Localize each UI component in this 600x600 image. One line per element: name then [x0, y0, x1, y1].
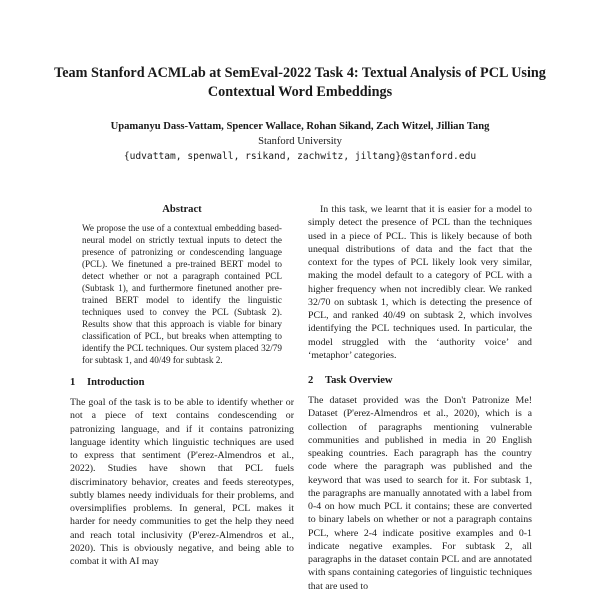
- task-overview-paragraph: The dataset provided was the Don't Patronize Me! Dataset (P'erez-Almendros et al., 2020), which is a collection of paragraphs mentioning vulnerable communities and published in media in 20 English speaking countries. Each paragraph has the country code where the paragraph was published and the keyword that was used to search for it. For subtask 1, the paragraphs are manually annotated with a label from 0-4 on how much PCL it contains; these are converted to binary labels on whether or not a paragraph contains PCL, where 2-4 indicate positive examples and 0-1 indicate negative examples. For subtask 2, all paragraphs in the dataset contain PCL and are annotated with spans containing categories of linguistic techniques that are used to: [308, 395, 532, 592]
- paper-title: Team Stanford ACMLab at SemEval-2022 Task 4: Textual Analysis of PCL Using Contextual Word Embeddings: [54, 65, 546, 100]
- abstract-heading: Abstract: [162, 204, 202, 215]
- abstract-text: We propose the use of a contextual embedding based-neural model on strictly textual inputs to detect the presence of patronizing or condescending language (PCL). We finetuned a pre-trained BERT model to detect whether or not a paragraph contained PCL (Subtask 1), and furthermore finetuned another pre-trained BERT model to identify the linguistic techniques used to convey the PCL (Subtask 2). Results show that this approach is viable for binary classification of PCL, but breaks when attempting to identify the PCL techniques. Our system placed 32/79 for subtask 1, and 40/49 for subtask 2.: [82, 223, 282, 365]
- section-title: Task Overview: [325, 375, 393, 386]
- right-column: [308, 203, 532, 593]
- section-number: 1: [70, 377, 76, 388]
- section-heading-introduction: [70, 376, 294, 390]
- introduction-paragraph: The goal of the task is to be able to identify whether or not a piece of text contains condescending or patronizing language, and if it contains patronizing language identity which linguistic techniques are used to express that sentiment (P'erez-Almendros et al., 2022). Studies have shown that PCL fuels discriminatory behavior, creates and feeds stereotypes, subtly blames needy individuals for their problems, and oversimplifies problems. In general, PCL makes it harder for needy communities to get the help they need and reach total inclusivity (P'erez-Almendros et al., 2020). This is obviously negative, and being able to combat it with AI may: [70, 397, 294, 567]
- author-list: Upamanyu Dass-Vattam, Spencer Wallace, Rohan Sikand, Zach Witzel, Jillian Tang: [110, 121, 490, 132]
- section-title: Introduction: [87, 377, 145, 388]
- section-heading-task-overview: [308, 374, 532, 388]
- introduction-continued-paragraph: In this task, we learnt that it is easier for a model to simply detect the presence of PCL than the techniques used in a piece of PCL. This is likely because of both unequal distributions of data and the fact that the context for the types of PCL likely look very similar, making the model default to a category of PCL with a higher frequency when not incredibly clear. We ranked 32/70 on subtask 1, which is detecting the presence of PCL, and ranked 40/49 on subtask 2, which involves identifying the PCL techniques used. In particular, the model struggled with the ‘authority voice’ and ‘metaphor’ categories.: [308, 204, 532, 361]
- affiliation: Stanford University: [258, 136, 342, 147]
- left-column: [70, 203, 294, 568]
- section-number: 2: [308, 375, 314, 386]
- author-emails: {udvattam, spenwall, rsikand, zachwitz, jiltang}@stanford.edu: [123, 151, 477, 162]
